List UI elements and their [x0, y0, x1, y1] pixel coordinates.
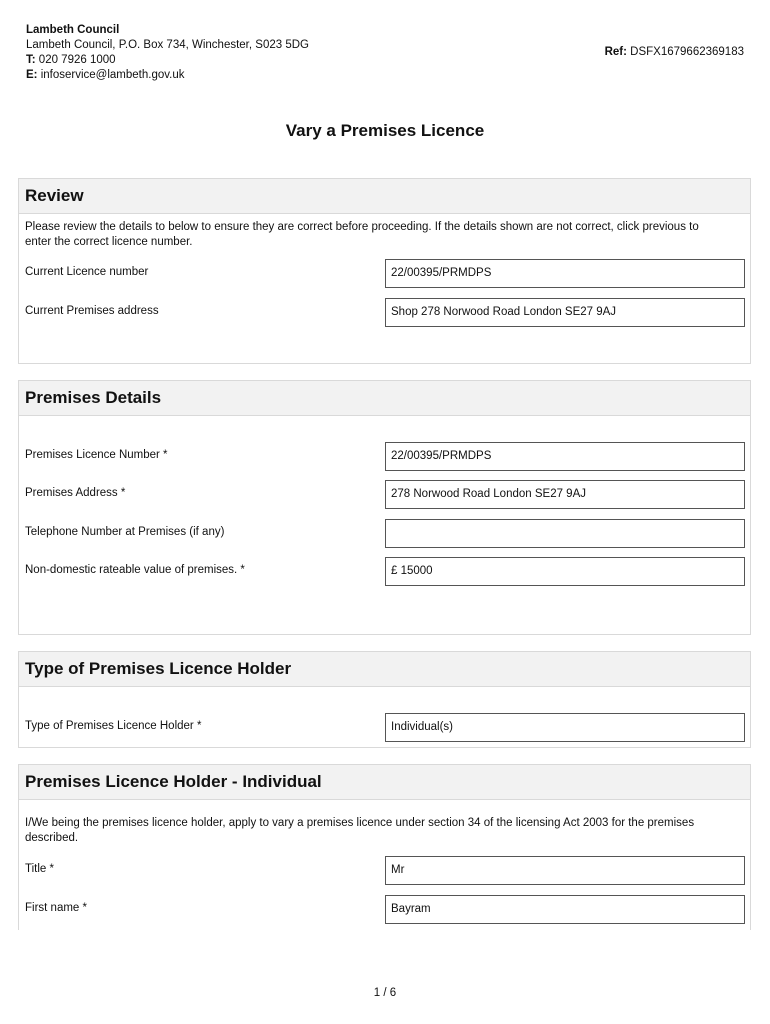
page-number: 1 / 6	[373, 987, 397, 999]
field-label: Non-domestic rateable value of premises. *	[25, 564, 245, 576]
field-row-premises-address	[19, 480, 750, 509]
field-row-rateable-value	[19, 557, 750, 586]
field-label: Premises Address *	[25, 487, 126, 499]
review-section	[18, 178, 751, 364]
council-phone	[26, 53, 309, 68]
field-row-title	[19, 856, 750, 885]
first-name-field[interactable]: Bayram	[385, 895, 745, 924]
ref-label: Ref:	[604, 46, 627, 58]
current-premises-address-field[interactable]: Shop 278 Norwood Road London SE27 9AJ	[385, 298, 745, 327]
council-name: Lambeth Council	[26, 24, 120, 36]
field-label: Current Premises address	[25, 305, 159, 317]
phone-label: T:	[26, 54, 36, 66]
section-heading: Premises Licence Holder - Individual	[19, 765, 750, 800]
council-email	[26, 68, 309, 83]
field-label: Current Licence number	[25, 266, 149, 278]
title-field[interactable]: Mr	[385, 856, 745, 885]
field-label: Telephone Number at Premises (if any)	[25, 526, 225, 538]
holder-type-field[interactable]: Individual(s)	[385, 713, 745, 742]
review-instructions: Please review the details to below to ensure they are correct before proceeding. If the details shown are not correct, click previous to enter the correct licence number.	[25, 221, 699, 248]
field-row-premises-licence-number	[19, 442, 750, 471]
rateable-value-field[interactable]: £ 15000	[385, 557, 745, 586]
section-heading: Premises Details	[19, 381, 750, 416]
premises-details-section	[18, 380, 751, 635]
email-label: E:	[26, 69, 38, 81]
reference	[605, 46, 744, 58]
field-row-first-name	[19, 895, 750, 924]
field-label: First name *	[25, 902, 87, 914]
field-label: Title *	[25, 863, 54, 875]
field-label: Premises Licence Number *	[25, 449, 168, 461]
section-heading: Type of Premises Licence Holder	[19, 652, 750, 687]
field-row-telephone	[19, 519, 750, 548]
document-title: Vary a Premises Licence	[285, 121, 485, 140]
phone-value: 020 7926 1000	[38, 54, 116, 66]
council-contact-block	[26, 23, 309, 83]
council-address: Lambeth Council, P.O. Box 734, Winchester, S023 5DG	[26, 39, 309, 51]
premises-licence-number-field[interactable]: 22/00395/PRMDPS	[385, 442, 745, 471]
ref-value: DSFX1679662369183	[630, 46, 744, 58]
premises-address-field[interactable]: 278 Norwood Road London SE27 9AJ	[385, 480, 745, 509]
field-row-holder-type	[19, 713, 750, 742]
current-licence-number-field[interactable]: 22/00395/PRMDPS	[385, 259, 745, 288]
field-row-current-licence-number	[19, 259, 750, 288]
individual-holder-section	[18, 764, 751, 930]
section-heading: Review	[19, 179, 750, 214]
individual-declaration: I/We being the premises licence holder, apply to vary a premises licence under section 34 of the licensing Act 2003 for the premises described.	[25, 817, 695, 844]
telephone-field[interactable]	[385, 519, 745, 548]
holder-type-section	[18, 651, 751, 748]
email-value: infoservice@lambeth.gov.uk	[40, 69, 185, 81]
field-row-current-premises-address	[19, 298, 750, 327]
field-label: Type of Premises Licence Holder *	[25, 720, 202, 732]
